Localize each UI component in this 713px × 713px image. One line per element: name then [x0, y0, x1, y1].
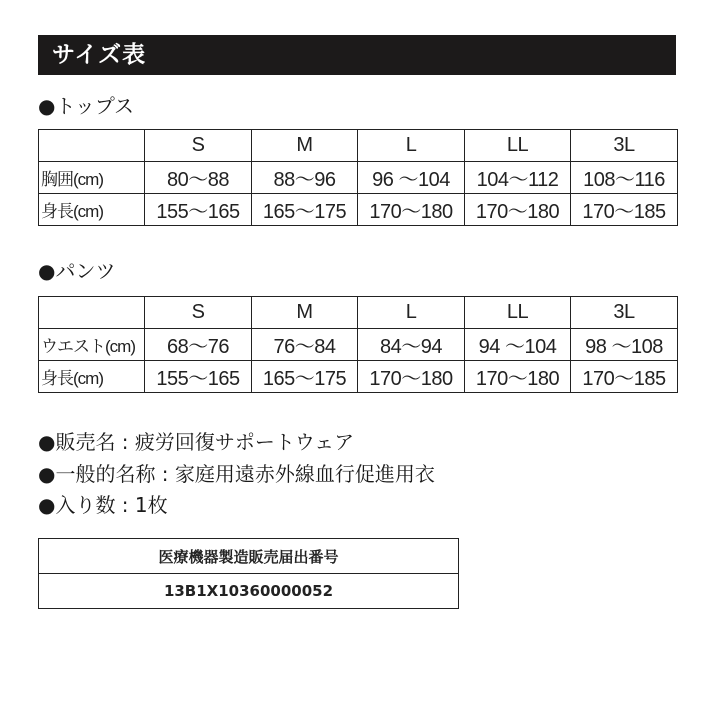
pants-size-table	[38, 296, 678, 393]
table-cell: 96 〜104	[358, 162, 465, 194]
header-cell-3l: 3L	[571, 297, 678, 329]
table-cell: 76〜84	[252, 329, 358, 361]
table-cell: 155〜165	[145, 361, 252, 393]
generic-name: ●一般的名称 : 家庭用遠赤外線血行促進用衣	[38, 462, 435, 486]
header-cell-s: S	[145, 130, 252, 162]
row-label-chest: 胸囲(cm)	[39, 162, 145, 194]
header-cell-blank	[39, 297, 145, 329]
header-cell-l: L	[358, 130, 465, 162]
tops-size-table	[38, 129, 678, 226]
table-cell: 98 〜108	[571, 329, 678, 361]
table-row	[39, 361, 678, 393]
registration-label-row	[39, 539, 459, 574]
table-cell: 170〜185	[571, 194, 678, 226]
table-cell: 84〜94	[358, 329, 465, 361]
header-cell-m: M	[252, 130, 358, 162]
table-cell: 94 〜104	[465, 329, 571, 361]
table-cell: 170〜180	[358, 361, 465, 393]
table-cell: 108〜116	[571, 162, 678, 194]
header-cell-ll: LL	[465, 130, 571, 162]
header-cell-l: L	[358, 297, 465, 329]
registration-label: 医療機器製造販売届出番号	[39, 539, 459, 574]
table-header-row	[39, 130, 678, 162]
page-title: サイズ表	[38, 35, 676, 75]
table-cell: 68〜76	[145, 329, 252, 361]
table-cell: 170〜180	[358, 194, 465, 226]
row-label-waist: ウエスト(cm)	[39, 329, 145, 361]
header-cell-blank	[39, 130, 145, 162]
header-cell-s: S	[145, 297, 252, 329]
registration-number: 13B1X10360000052	[39, 574, 459, 609]
table-row	[39, 194, 678, 226]
table-row	[39, 329, 678, 361]
table-cell: 80〜88	[145, 162, 252, 194]
pants-heading: ●パンツ	[38, 259, 116, 283]
sales-name: ●販売名 : 疲労回復サポートウェア	[38, 430, 355, 454]
row-label-height: 身長(cm)	[39, 361, 145, 393]
registration-table	[38, 538, 459, 609]
table-cell: 155〜165	[145, 194, 252, 226]
table-cell: 165〜175	[252, 361, 358, 393]
table-cell: 170〜180	[465, 361, 571, 393]
table-row	[39, 162, 678, 194]
row-label-height: 身長(cm)	[39, 194, 145, 226]
header-cell-3l: 3L	[571, 130, 678, 162]
table-cell: 165〜175	[252, 194, 358, 226]
table-cell: 170〜185	[571, 361, 678, 393]
tops-heading: ●トップス	[38, 94, 135, 118]
table-header-row	[39, 297, 678, 329]
quantity: ●入り数 : 1枚	[38, 493, 168, 517]
table-cell: 170〜180	[465, 194, 571, 226]
table-cell: 104〜112	[465, 162, 571, 194]
table-cell: 88〜96	[252, 162, 358, 194]
registration-number-row	[39, 574, 459, 609]
header-cell-ll: LL	[465, 297, 571, 329]
header-cell-m: M	[252, 297, 358, 329]
